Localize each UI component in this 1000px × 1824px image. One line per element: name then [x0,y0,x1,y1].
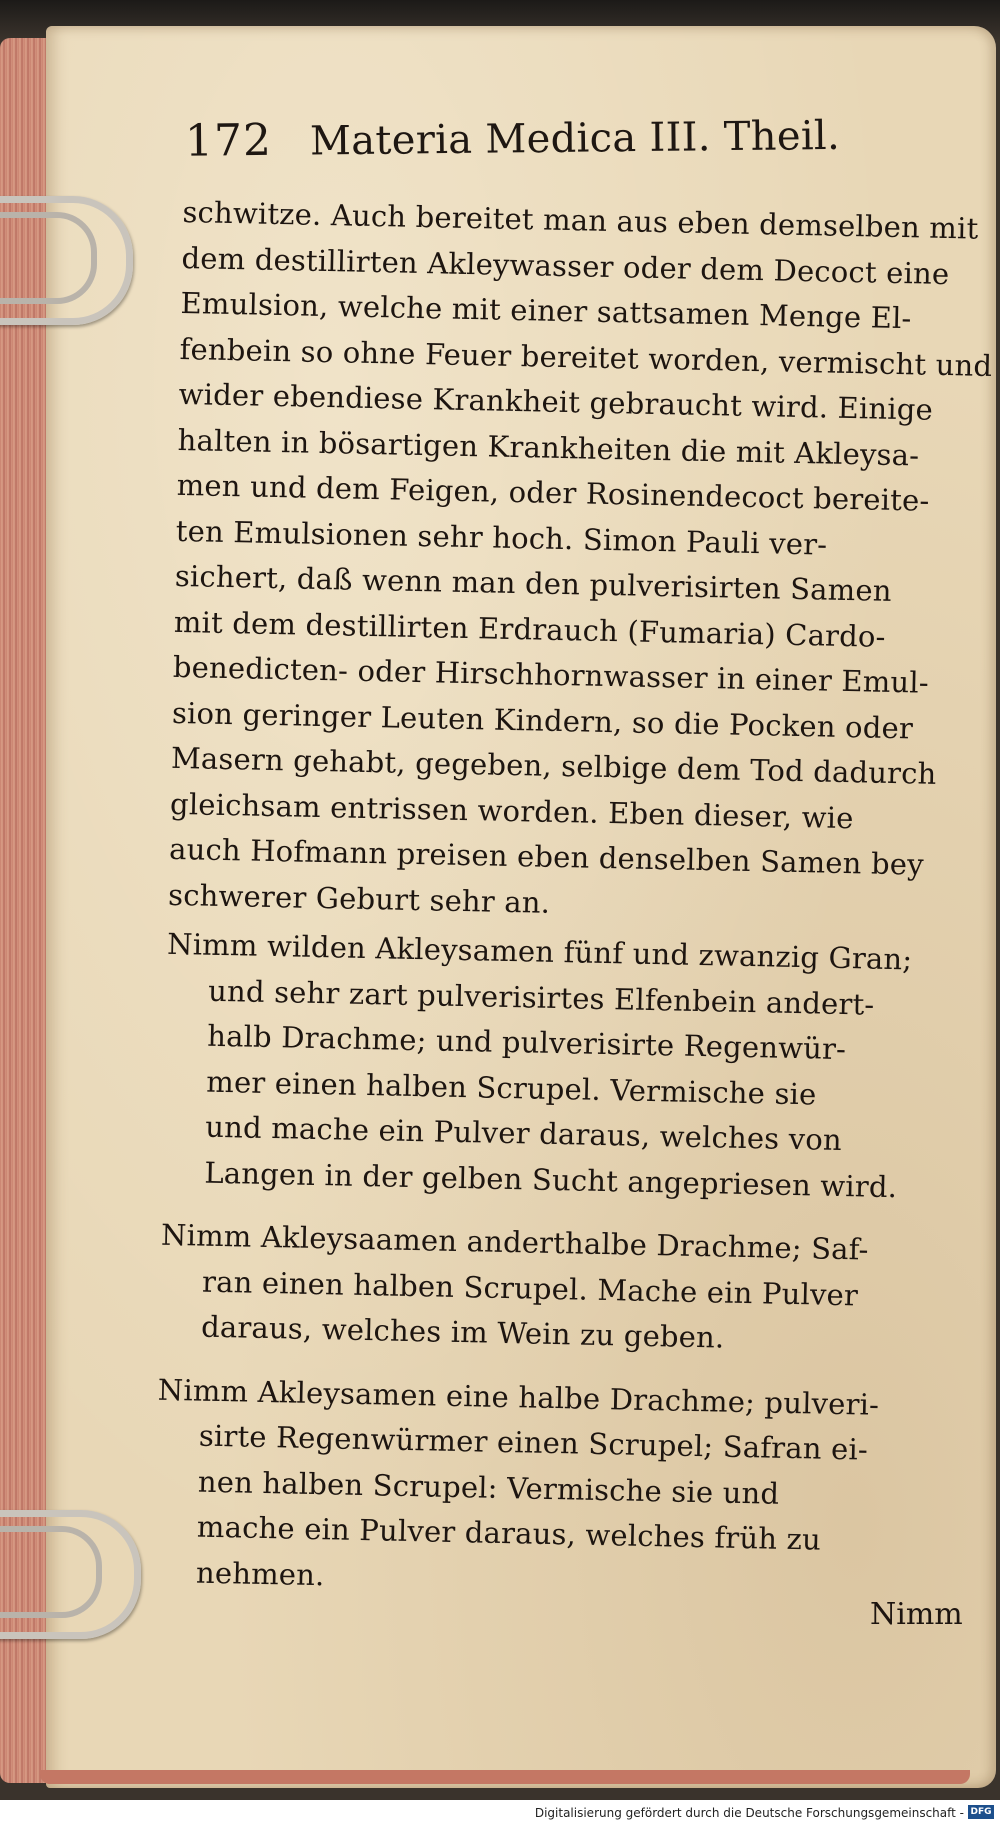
page-number: 172 [184,114,273,167]
page-header [185,108,906,176]
text-line: schwitze. Auch bereitet man aus eben demselben mit [182,194,979,246]
text-line: gleichsam entrissen worden. Eben dieser, wie [169,786,854,835]
text-line: sion geringer Leuten Kindern, so die Pocken oder [171,695,914,745]
dfg-logo: DFG [968,1805,994,1819]
page-bottom-edge [40,1770,970,1784]
text-line: Emulsion, welche mit einer sattsamen Menge El- [180,285,912,336]
recipe-line: nehmen. [195,1555,325,1592]
recipe-line: Nimm Akleysamen eine halbe Drachme; pulveri- [157,1372,880,1422]
text-line: schwerer Geburt sehr an. [167,877,551,920]
text-line: auch Hofmann preisen eben denselben Samen bey [168,831,925,882]
recipe-line: sirte Regenwürmer einen Scrupel; Safran ei- [198,1418,869,1467]
running-title: Materia Medica III. Theil. [309,112,841,165]
text-line: halten in bösartigen Krankheiten die mit Akleysa- [177,422,920,472]
recipe-line: halb Drachme; und pulverisirte Regenwür- [206,1018,847,1067]
page-body [154,190,993,1611]
recipe-line: Nimm Akleysaamen anderthalbe Drachme; Saf- [160,1217,869,1267]
recipe-line: und sehr zart pulverisirtes Elfenbein andert- [207,973,875,1022]
text-line: dem destillirten Akleywasser oder dem Decoct eine [181,240,950,291]
recipe-line: mer einen halben Scrupel. Vermische sie [205,1064,817,1111]
digitization-credit: Digitalisierung gefördert durch die Deutsche Forschungsgemeinschaft - [534,1806,964,1820]
paper-clip-top-inner [0,212,97,304]
recipe-line: Langen in der gelben Sucht angepriesen wird. [204,1155,898,1204]
recipe-line: und mache ein Pulver daraus, welches von [205,1109,843,1158]
paper-clip-bottom-inner [0,1526,102,1618]
text-line: ten Emulsionen sehr hoch. Simon Pauli ver- [175,513,828,562]
text-line: sichert, daß wenn man den pulverisirten Samen [174,558,893,608]
text-line: mit dem destillirten Erdrauch (Fumaria) Cardo- [173,604,886,654]
catchword: Nimm [870,1597,963,1632]
text-line: Masern gehabt, gegeben, selbige dem Tod dadurch [170,740,937,791]
recipe-line: daraus, welches im Wein zu geben. [200,1309,725,1355]
text-line: fenbein so ohne Feuer bereitet worden, vermischt und [179,331,993,383]
text-line: wider ebendiese Krankheit gebraucht wird. Einige [178,376,934,427]
text-line: men und dem Feigen, oder Rosinendecoct bereite- [176,467,930,518]
text-line: benedicten- oder Hirschhornwasser in einer Emul- [172,649,930,700]
recipe-line: nen halben Scrupel: Vermische sie und [197,1464,780,1511]
recipe-line: mache ein Pulver daraus, welches früh zu [196,1509,822,1557]
recipe-line: ran einen halben Scrupel. Mache ein Pulver [201,1264,859,1312]
recipe-line: Nimm wilden Akleysamen fünf und zwanzig Gran; [166,926,913,977]
